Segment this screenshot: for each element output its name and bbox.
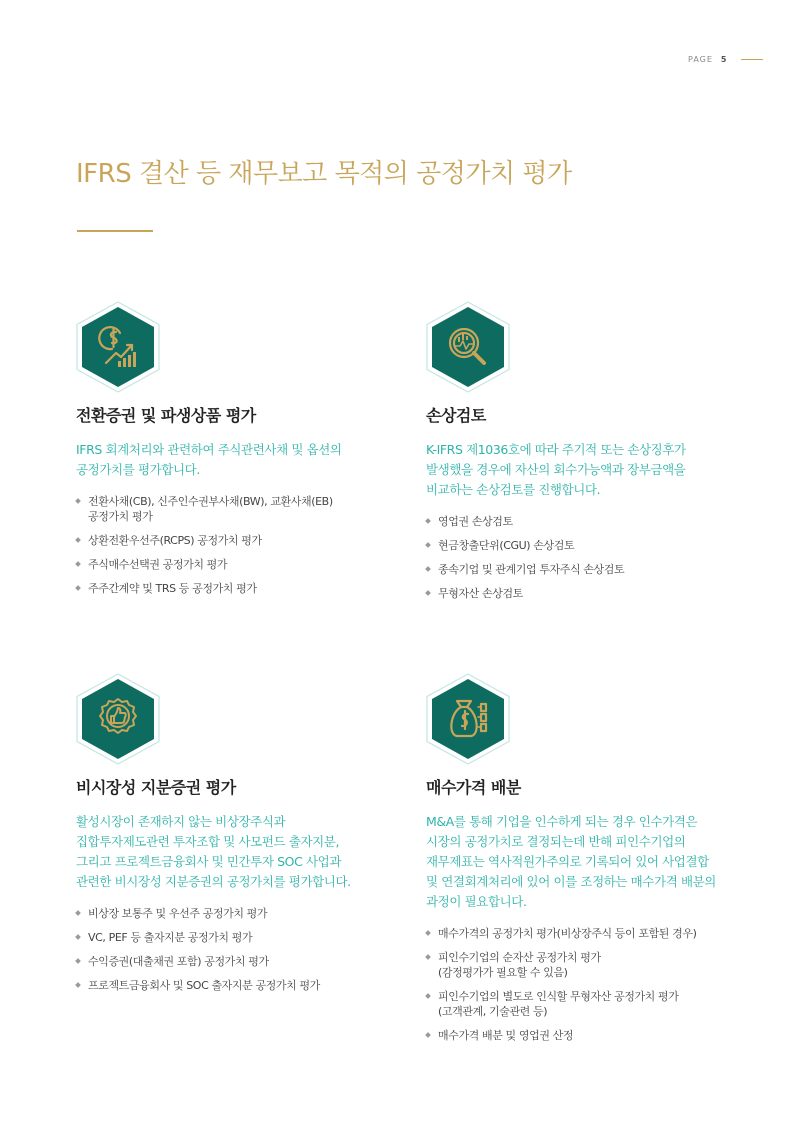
magnifier-chart-icon [426, 301, 510, 393]
description-line: 및 연결회계처리에 있어 이를 조정하는 매수가격 배분의 [426, 874, 716, 889]
description-line: M&A를 통해 기업을 인수하게 되는 경우 인수가격은 [426, 814, 698, 829]
item-list [76, 906, 406, 993]
dollar-chart-icon [76, 301, 160, 393]
description-line: 그리고 프로젝트금융회사 및 민간투자 SOC 사업과 [76, 854, 341, 869]
list-item: 종속기업 및 관계기업 투자주식 손상검토 [426, 562, 756, 577]
list-item: 전환사채(CB), 신주인수권부사채(BW), 교환사채(EB) 공정가치 평가 [76, 494, 406, 524]
list-item: 무형자산 손상검토 [426, 586, 756, 601]
list-item: 프로젝트금융회사 및 SOC 출자지분 공정가치 평가 [76, 978, 406, 993]
description-line: 공정가치를 평가합니다. [76, 462, 200, 477]
section-unlisted-equity [76, 673, 406, 1002]
description-line: 집합투자제도관련 투자조합 및 사모펀드 출자지분, [76, 834, 340, 849]
list-item: 매수가격 배분 및 영업권 산정 [426, 1028, 756, 1043]
title-rule [77, 230, 153, 232]
description-line: K-IFRS 제1036호에 따라 주기적 또는 손상징후가 [426, 442, 686, 457]
description-line: 과정이 필요합니다. [426, 894, 527, 909]
list-item: 주주간계약 및 TRS 등 공정가치 평가 [76, 581, 406, 596]
list-item: 주식매수선택권 공정가치 평가 [76, 557, 406, 572]
page-number-value: 5 [720, 55, 728, 64]
list-item: 상환전환우선주(RCPS) 공정가치 평가 [76, 533, 406, 548]
description-line: IFRS 회계처리와 관련하여 주식관련사채 및 옵션의 [76, 442, 342, 457]
section-description [76, 812, 406, 892]
page-rule [741, 59, 763, 60]
money-bag-icon [426, 673, 510, 765]
section-impairment [426, 301, 756, 610]
section-description [426, 812, 756, 912]
item-list [426, 514, 756, 601]
page-label: PAGE [688, 55, 713, 64]
page-number [688, 55, 727, 64]
section-description [426, 440, 756, 500]
section-description [76, 440, 406, 480]
item-list [76, 494, 406, 596]
thumbs-up-badge-icon [76, 673, 160, 765]
list-item: 현금창출단위(CGU) 손상검토 [426, 538, 756, 553]
list-item: VC, PEF 등 출자지분 공정가치 평가 [76, 930, 406, 945]
description-line: 재무제표는 역사적원가주의로 기록되어 있어 사업결합 [426, 854, 709, 869]
section-title: 매수가격 배분 [426, 778, 521, 797]
section-convertible [76, 301, 406, 605]
section-title: 손상검토 [426, 406, 486, 425]
item-list [426, 926, 756, 1043]
section-purchase-price-allocation [426, 673, 756, 1052]
section-title: 전환증권 및 파생상품 평가 [76, 406, 256, 425]
description-line: 발생했을 경우에 자산의 회수가능액과 장부금액을 [426, 462, 686, 477]
list-item: 매수가격의 공정가치 평가(비상장주식 등이 포함된 경우) [426, 926, 756, 941]
list-item: 영업권 손상검토 [426, 514, 756, 529]
page-title: IFRS 결산 등 재무보고 목적의 공정가치 평가 [76, 159, 572, 189]
description-line: 비교하는 손상검토를 진행합니다. [426, 482, 601, 497]
description-line: 활성시장이 존재하지 않는 비상장주식과 [76, 814, 286, 829]
section-title: 비시장성 지분증권 평가 [76, 778, 236, 797]
list-item: 수익증권(대출채권 포함) 공정가치 평가 [76, 954, 406, 969]
list-item: 비상장 보통주 및 우선주 공정가치 평가 [76, 906, 406, 921]
list-item: 피인수기업의 순자산 공정가치 평가 (감정평가가 필요할 수 있음) [426, 950, 756, 980]
description-line: 시장의 공정가치로 결정되는데 반해 피인수기업의 [426, 834, 686, 849]
list-item: 피인수기업의 별도로 인식할 무형자산 공정가치 평가 (고객관계, 기술관련 등) [426, 989, 756, 1019]
description-line: 관련한 비시장성 지분증권의 공정가치를 평가합니다. [76, 874, 351, 889]
